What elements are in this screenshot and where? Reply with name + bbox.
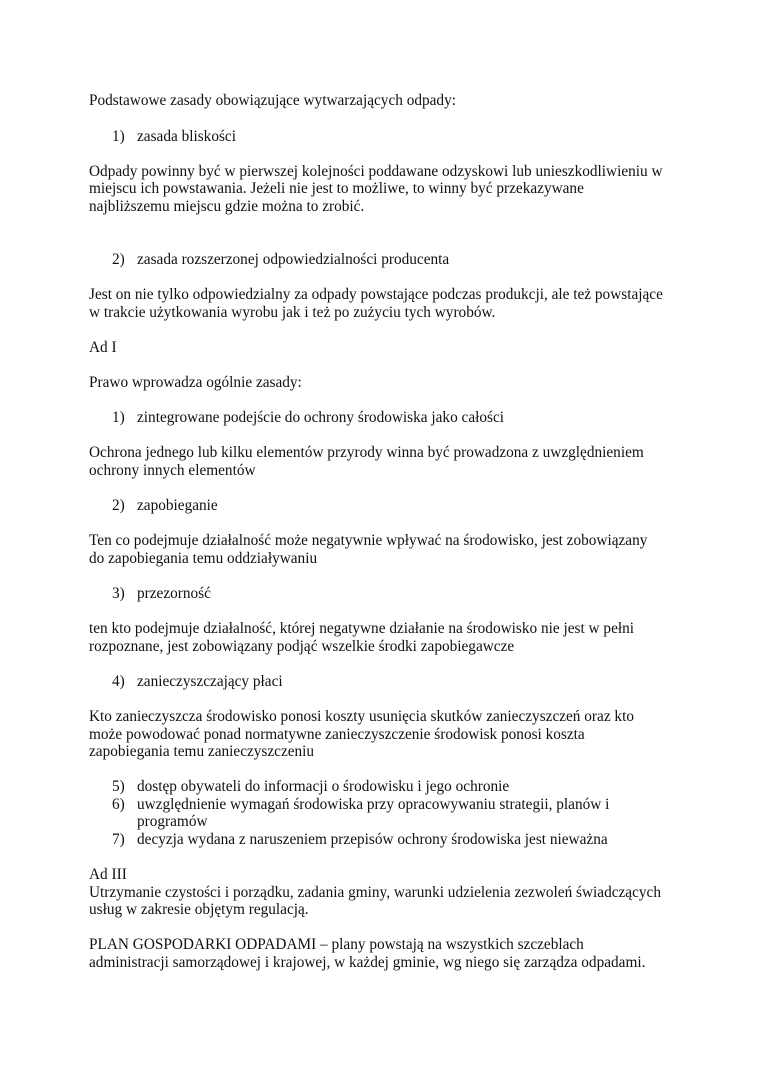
paragraph-line: PLAN GOSPODARKI ODPADAMI – plany powstają na wszystkich szczeblach <box>89 936 584 953</box>
list-number: 5) <box>112 778 125 795</box>
paragraph-line: w trakcie użytkowania wyrobu jak i też po zużyciu tych wyrobów. <box>89 304 496 321</box>
paragraph-line: rozpoznane, jest zobowiązany podjąć wszelkie środki zapobiegawcze <box>89 638 515 655</box>
paragraph-line: najbliższemu miejscu gdzie można to zrobić. <box>89 198 365 215</box>
list-text: uwzględnienie wymagań środowiska przy opracowywaniu strategii, planów i <box>137 796 610 813</box>
list-item <box>0 409 760 427</box>
list-number: 2) <box>112 497 125 514</box>
paragraph-line: miejscu ich powstawania. Jeżeli nie jest to możliwe, to winny być przekazywane <box>89 180 584 197</box>
paragraph-line: Utrzymanie czystości i porządku, zadania gminy, warunki udzielenia zezwoleń świadczących <box>89 884 661 901</box>
list-number: 3) <box>112 585 125 602</box>
paragraph-line: Prawo wprowadza ogólnie zasady: <box>89 374 302 391</box>
list-item <box>0 673 760 691</box>
paragraph-line: Kto zanieczyszcza środowisko ponosi koszty usunięcia skutków zanieczyszczeń oraz kto <box>89 708 634 725</box>
list-text: zasada rozszerzonej odpowiedzialności producenta <box>137 251 450 268</box>
section-heading: Ad III <box>89 866 127 883</box>
list-number: 7) <box>112 831 125 848</box>
list-item <box>0 251 760 269</box>
list-number: 1) <box>112 128 125 145</box>
list-item <box>0 796 760 832</box>
list-text-continued: programów <box>137 813 208 830</box>
list-text: zanieczyszczający płaci <box>137 673 283 690</box>
list-number: 1) <box>112 409 125 426</box>
list-number: 4) <box>112 673 125 690</box>
paragraph-line: Jest on nie tylko odpowiedzialny za odpady powstające podczas produkcji, ale też powstające <box>89 286 663 303</box>
list-item <box>0 497 760 515</box>
list-text: zapobieganie <box>137 497 218 514</box>
paragraph-line: może powodować ponad normatywne zanieczyszczenie środowisk ponosi koszta <box>89 726 585 743</box>
list-number: 2) <box>112 251 125 268</box>
list-text: zasada bliskości <box>137 128 236 145</box>
list-text: decyzja wydana z naruszeniem przepisów ochrony środowiska jest nieważna <box>137 831 608 848</box>
paragraph-line: Ten co podejmuje działalność może negatywnie wpływać na środowisko, jest zobowiązany <box>89 532 648 549</box>
paragraph-line: Odpady powinny być w pierwszej kolejności poddawane odzyskowi lub unieszkodliwieniu w <box>89 163 663 180</box>
intro-line: Podstawowe zasady obowiązujące wytwarzających odpady: <box>89 92 456 109</box>
list-text: zintegrowane podejście do ochrony środowiska jako całości <box>137 409 505 426</box>
paragraph-line: ochrony innych elementów <box>89 462 256 479</box>
paragraph-line: Ochrona jednego lub kilku elementów przyrody winna być prowadzona z uwzględnieniem <box>89 444 644 461</box>
list-item <box>0 831 760 849</box>
list-item <box>0 128 760 146</box>
list-item <box>0 778 760 796</box>
paragraph-line: usług w zakresie objętym regulacją. <box>89 901 309 918</box>
list-text: dostęp obywateli do informacji o środowisku i jego ochronie <box>137 778 510 795</box>
section-heading: Ad I <box>89 339 117 356</box>
list-item <box>0 585 760 603</box>
paragraph-line: administracji samorządowej i krajowej, w każdej gminie, wg niego się zarządza odpadami. <box>89 954 646 971</box>
list-number: 6) <box>112 796 125 813</box>
paragraph-line: zapobiegania temu zanieczyszczeniu <box>89 743 315 760</box>
paragraph-line: ten kto podejmuje działalność, której negatywne działanie na środowisko nie jest w pełni <box>89 620 635 637</box>
paragraph-line: do zapobiegania temu oddziaływaniu <box>89 550 318 567</box>
list-text: przezorność <box>137 585 211 602</box>
